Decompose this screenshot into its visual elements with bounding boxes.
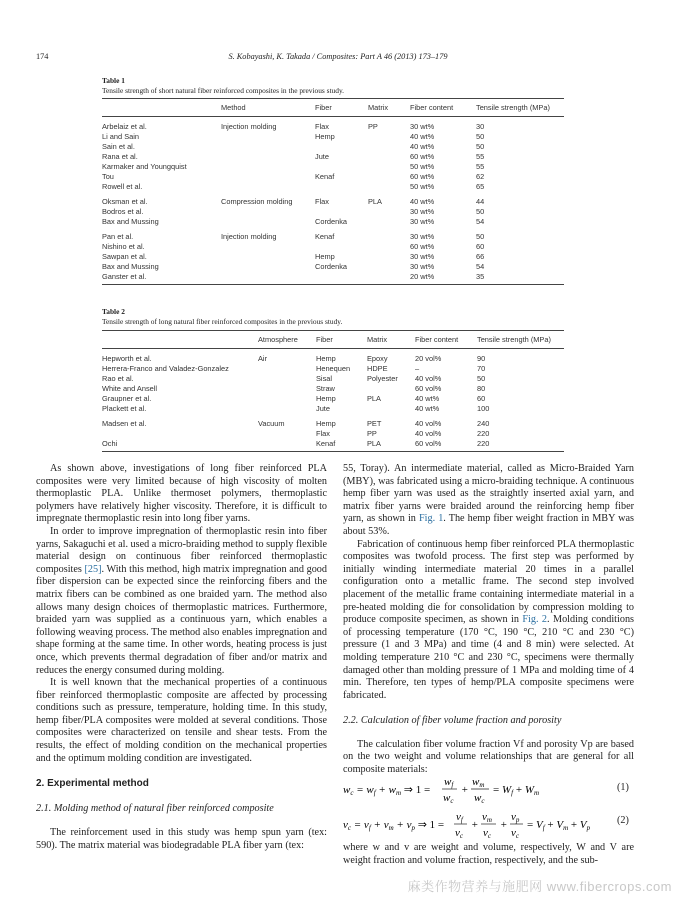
table-cell	[221, 272, 315, 285]
table-cell: Sain et al.	[102, 142, 135, 151]
column-header: Fiber content	[415, 331, 477, 349]
table-cell	[258, 439, 316, 452]
table-row	[102, 217, 564, 227]
table-cell: 30 wt%	[410, 207, 435, 216]
table-cell: 20 vol%	[415, 354, 442, 363]
table-row	[102, 132, 564, 142]
subsection-heading: 2.2. Calculation of fiber volume fraction and porosity	[343, 715, 562, 727]
table-cell: Compression molding	[221, 197, 293, 206]
left-column	[36, 463, 327, 853]
svg-text:wc = wf + wm ⇒ 1 =: wc = wf + wm ⇒ 1 =	[343, 784, 431, 797]
column-header: Atmosphere	[258, 331, 316, 349]
paragraph: The reinforcement used in this study was hemp spun yarn (tex: 590). The matrix material was biodegradable PLA fiber yarn (tex:	[36, 827, 327, 852]
column-header: Matrix	[368, 99, 410, 117]
table-cell: Hemp	[315, 252, 335, 261]
table-cell: White and Ansell	[102, 384, 158, 393]
table-cell: Kenaf	[315, 172, 335, 181]
table-cell: Nishino et al.	[102, 242, 145, 251]
table-cell: 50 wt%	[410, 182, 435, 191]
table-cell	[368, 207, 410, 217]
table-cell	[368, 272, 410, 285]
svg-text:= Wf + Wm: = Wf + Wm	[493, 784, 540, 797]
table-cell: 60 wt%	[410, 242, 435, 251]
table-cell: PP	[368, 122, 378, 131]
table-cell: 65	[476, 182, 485, 191]
table-cell: 40 vol%	[415, 429, 442, 438]
svg-text:vf: vf	[456, 811, 463, 824]
table-row	[102, 182, 564, 192]
table-cell	[315, 272, 368, 285]
table-cell: Henequen	[316, 364, 351, 373]
table-cell	[221, 132, 315, 142]
column-header	[102, 331, 258, 349]
table-cell: Flax	[316, 429, 330, 438]
table-cell: 60 vol%	[415, 439, 477, 452]
column-header	[102, 99, 221, 117]
table-cell	[315, 182, 368, 192]
table-cell	[258, 364, 316, 374]
table-cell: HDPE	[367, 364, 388, 373]
table-cell: Sisal	[316, 374, 333, 383]
table-cell: Rao et al.	[102, 374, 134, 383]
table-cell: 60 vol%	[415, 384, 442, 393]
table-cell	[221, 252, 315, 262]
svg-text:vc: vc	[483, 827, 491, 840]
table-cell: 40 wt%	[410, 197, 435, 206]
table-row	[102, 242, 564, 252]
table-cell	[315, 242, 368, 252]
table-cell: 55	[476, 162, 485, 171]
table-cell: Ochi	[102, 439, 258, 452]
svg-text:vc: vc	[511, 827, 519, 840]
table-row	[102, 349, 564, 365]
table-cell: 66	[476, 252, 485, 261]
table-cell: 50	[476, 207, 485, 216]
paragraph: Fabrication of continuous hemp fiber reinforced PLA thermoplastic composites was twofold process. The first step was performed by initially winding intermediate material 20 times in a parallel configuration onto a metallic frame. The second step involved placement of the metallic frame containing intermediate material in a pre-heated molding die for consolidation by compression molding to produce composite specimen, as shown in Fig. 2. Molding conditions of processing temperature (170 °C, 190 °C, 210 °C and 230 °C) pressure (1 and 3 MPa) and time (4 and 8 min) were selected. At molding temperature 210 °C and 230 °C, specimens were thermally damaged other than molding pressure of 1 MPa and molding time of 4 min. Therefore, ten types of hemp/PLA composite specimens were fabricated.	[343, 538, 634, 701]
table-row	[102, 172, 564, 182]
table-cell	[258, 374, 316, 384]
table-cell: 50	[476, 232, 485, 241]
table-row	[102, 117, 564, 133]
svg-text:vm: vm	[482, 811, 492, 824]
equation-2-number: (2)	[617, 815, 629, 826]
table-cell: 55	[476, 152, 485, 161]
svg-text:wc: wc	[443, 792, 454, 805]
table-cell: 50	[477, 374, 486, 383]
table-cell: Plackett et al.	[102, 404, 147, 413]
table-cell: PLA	[367, 439, 415, 452]
equation-1-number: (1)	[617, 782, 629, 793]
table-cell: Hemp	[315, 132, 335, 141]
paragraph: The calculation fiber volume fraction Vf and porosity Vp are based on the two weight and volume relationships that are general for all composite materials:	[343, 738, 634, 776]
table-cell	[315, 142, 368, 152]
table-cell: 90	[477, 354, 486, 363]
column-header: Fiber	[316, 331, 367, 349]
table-row	[102, 404, 564, 414]
table-cell: PLA	[368, 197, 382, 206]
column-header: Tensile strength (MPa)	[477, 331, 564, 349]
table-cell	[221, 182, 315, 192]
table-cell	[258, 394, 316, 404]
table-cell: Graupner et al.	[102, 394, 152, 403]
table-row	[102, 272, 564, 285]
table-cell	[368, 182, 410, 192]
table-cell: 30 wt%	[410, 122, 435, 131]
right-column-tail	[343, 842, 634, 867]
table-cell: Jute	[315, 152, 329, 161]
svg-text:wm: wm	[472, 776, 485, 789]
table-cell: 50 wt%	[410, 162, 435, 171]
table-cell: Polyester	[367, 374, 398, 383]
table-cell	[221, 217, 315, 227]
table-cell: Hemp	[316, 354, 336, 363]
svg-text:+: +	[471, 819, 479, 831]
table-cell: Injection molding	[221, 122, 277, 131]
table-cell: 30 wt%	[410, 262, 435, 271]
table-cell	[258, 429, 316, 439]
table-cell: Jute	[316, 404, 330, 413]
table1-label: Table 1	[102, 76, 125, 85]
reference-link[interactable]: [25]	[84, 563, 102, 575]
table-row	[102, 227, 564, 242]
table-cell	[368, 142, 410, 152]
table-cell: 40 wt%	[410, 142, 435, 151]
table-cell: Pan et al.	[102, 232, 134, 241]
table2-label: Table 2	[102, 307, 125, 316]
table-cell	[368, 172, 410, 182]
table-row	[102, 252, 564, 262]
watermark: 麻类作物营养与施肥网 www.fibercrops.com	[407, 879, 672, 894]
table-cell: PP	[367, 429, 377, 438]
table-cell	[368, 152, 410, 162]
table-cell: 40 vol%	[415, 419, 442, 428]
table-row	[102, 414, 564, 429]
table-cell: 30	[476, 122, 485, 131]
column-header: Fiber	[315, 99, 368, 117]
table-cell: 30 wt%	[410, 217, 435, 226]
table-cell: –	[415, 364, 420, 373]
table-cell	[102, 429, 258, 439]
table-cell: Madsen et al.	[102, 419, 147, 428]
equation-1	[343, 773, 573, 810]
table-row	[102, 207, 564, 217]
table-cell: 60	[476, 242, 485, 251]
table-cell: 35	[476, 272, 564, 285]
table-row	[102, 262, 564, 272]
table-cell	[258, 404, 316, 414]
table-cell: 20 wt%	[410, 272, 476, 285]
table-cell	[221, 172, 315, 182]
table-cell: 50	[476, 132, 485, 141]
table-cell: 40 vol%	[415, 374, 442, 383]
table-cell: Tou	[102, 172, 114, 181]
svg-text:vp: vp	[511, 811, 520, 824]
table-cell: Kenaf	[315, 232, 335, 241]
table-cell: 80	[477, 384, 486, 393]
table-cell: 44	[476, 197, 485, 206]
table-row	[102, 142, 564, 152]
table-cell: 100	[477, 404, 490, 413]
table-cell: Bax and Mussing	[102, 262, 159, 271]
figure-link[interactable]: Fig. 1	[418, 513, 444, 525]
table-row	[102, 192, 564, 207]
column-header: Method	[221, 99, 315, 117]
table-cell: 40 wt%	[415, 404, 440, 413]
table2-title: Tensile strength of long natural fiber reinforced composites in the previous study.	[102, 317, 343, 326]
table-cell: PET	[367, 419, 382, 428]
table-cell	[221, 152, 315, 162]
table-cell: 220	[477, 439, 564, 452]
svg-text:= Vf + Vm + Vp: = Vf + Vm + Vp	[527, 819, 591, 832]
table-cell: Hemp	[316, 419, 336, 428]
paragraph: 55, Toray). An intermediate material, called as Micro-Braided Yarn (MBY), was fabricated using a micro-braiding technique. A continuous hemp fiber yarn was used as the straightly inserted axial yarn, and matrix fiber yarns were braided around the reinforcing hemp fiber yarn, as shown in Fig. 1. The hemp fiber weight fraction in MBY was about 53%.	[343, 463, 634, 537]
table2	[102, 330, 564, 452]
subsection-heading: 2.1. Molding method of natural fiber reinforced composite	[36, 802, 274, 814]
section-heading: 2. Experimental method	[36, 778, 149, 790]
svg-text:+: +	[461, 784, 469, 796]
table-cell: Air	[258, 354, 268, 363]
table-cell	[258, 384, 316, 394]
paragraph: In order to improve impregnation of thermoplastic resin into fiber yarns, Sakaguchi et al. used a micro-braiding method to supply flexible material design on continuous fiber reinforced thermoplastic composites [25]. With this method, high matrix impregnation and good fiber dispersion can be expected since the reinforcing fibers and the matrix fibers can be combined as one braided yarn. The method also allows many design choices of thermoplastic matrices. Furthermore, braided yarn was supplied as a continuous yarn, which enables a following weaving process. The method also enables impregnation and shape forming at the same time. In other words, heating process is just once, which prevents thermal degradation of fiber and/or matrix and reduces the energy consumed during molding.	[36, 525, 327, 676]
equation-2	[343, 808, 593, 845]
table-cell: 30 wt%	[410, 252, 435, 261]
table-cell	[221, 262, 315, 272]
table-cell	[315, 207, 368, 217]
table-cell	[368, 227, 410, 242]
table-cell: Epoxy	[367, 354, 388, 363]
table-cell: Rana et al.	[102, 152, 138, 161]
table-cell	[368, 242, 410, 252]
table1-title: Tensile strength of short natural fiber reinforced composites in the previous study.	[102, 86, 345, 95]
table-cell: 60	[477, 394, 486, 403]
table-cell: 40 wt%	[415, 394, 440, 403]
table-cell	[368, 252, 410, 262]
table-cell	[221, 142, 315, 152]
svg-text:+: +	[500, 819, 508, 831]
table-cell: 60 wt%	[410, 152, 435, 161]
table-row	[102, 384, 564, 394]
table-cell	[368, 162, 410, 172]
table-cell: Hepworth et al.	[102, 354, 152, 363]
table-cell: Oksman et al.	[102, 197, 148, 206]
table-cell: Flax	[315, 197, 329, 206]
table-cell	[221, 162, 315, 172]
svg-text:vc: vc	[455, 827, 463, 840]
running-title: S. Kobayashi, K. Takada / Composites: Part A 46 (2013) 173–179	[228, 52, 448, 61]
table-cell: Sawpan et al.	[102, 252, 147, 261]
table-cell: 70	[477, 364, 486, 373]
column-header: Tensile strength (MPa)	[476, 99, 564, 117]
table-row	[102, 162, 564, 172]
table-cell: Cordenka	[315, 217, 348, 226]
table-cell: Injection molding	[221, 232, 277, 241]
right-column	[343, 463, 634, 777]
table-cell: Vacuum	[258, 419, 285, 428]
table-row	[102, 374, 564, 384]
table-row	[102, 439, 564, 452]
table-cell	[368, 217, 410, 227]
svg-text:wc: wc	[474, 792, 485, 805]
table-cell	[367, 404, 415, 414]
table-cell: Hemp	[316, 394, 336, 403]
table-cell: Herrera-Franco and Valadez-Gonzalez	[102, 364, 229, 373]
table-cell	[368, 262, 410, 272]
table-cell: 30 wt%	[410, 232, 435, 241]
page-number: 174	[36, 52, 49, 61]
paragraph: where w and v are weight and volume, respectively, W and V are weight fraction and volume fraction, respectively, and the sub-	[343, 842, 634, 866]
svg-text:vc = vf + vm + vp ⇒ 1 =: vc = vf + vm + vp ⇒ 1 =	[343, 819, 445, 832]
figure-link[interactable]: Fig. 2	[522, 614, 548, 626]
table-row	[102, 152, 564, 162]
table-cell: Bodros et al.	[102, 207, 144, 216]
table-cell: 220	[477, 429, 490, 438]
column-header: Fiber content	[410, 99, 476, 117]
table-cell: 50	[476, 142, 485, 151]
running-header	[36, 52, 640, 66]
table-cell: Kenaf	[316, 439, 367, 452]
table-cell: 54	[476, 217, 485, 226]
table-cell	[315, 162, 368, 172]
table-cell: Rowell et al.	[102, 182, 143, 191]
table-cell: Bax and Mussing	[102, 217, 159, 226]
svg-text:wf: wf	[444, 776, 454, 789]
table-cell	[221, 207, 315, 217]
table-cell: Li and Sain	[102, 132, 139, 141]
column-header: Matrix	[367, 331, 415, 349]
table-row	[102, 429, 564, 439]
table-cell: Arbelaiz et al.	[102, 122, 147, 131]
table1-caption	[102, 76, 344, 96]
table-cell: Karmaker and Youngquist	[102, 162, 187, 171]
table-cell: Cordenka	[315, 262, 348, 271]
table-cell	[221, 242, 315, 252]
table-cell: 54	[476, 262, 485, 271]
table-cell: Straw	[316, 384, 335, 393]
table-cell: Flax	[315, 122, 329, 131]
table2-caption	[102, 307, 342, 327]
table-row	[102, 394, 564, 404]
table-cell: PLA	[367, 394, 381, 403]
table-cell: 240	[477, 419, 490, 428]
table-cell: Ganster et al.	[102, 272, 221, 285]
paragraph: As shown above, investigations of long fiber reinforced PLA composites were very limited because of high viscosity of molten thermoplastic PLA. Unlike thermoset polymers, thermoplastic polymers have relatively higher viscosity. Therefore, it is difficult to impregnate thermoplastic resin into long fiber yarns.	[36, 463, 327, 525]
table-row	[102, 364, 564, 374]
table1	[102, 98, 564, 285]
table-cell	[368, 132, 410, 142]
table-cell: 40 wt%	[410, 132, 435, 141]
paragraph: It is well known that the mechanical properties of a continuous fiber reinforced thermoplastic composite are affected by processing conditions such as pressure, temperature, holding time. In this study, hemp fiber/PLA composites were molded at several conditions. Those composites were characterized on tensile and shear tests. From the results, the effect of molding condition on the mechanical properties and the optimum molding condition are investigated.	[36, 677, 327, 764]
table-cell: 60 wt%	[410, 172, 435, 181]
table-cell	[367, 384, 415, 394]
table-cell: 62	[476, 172, 485, 181]
